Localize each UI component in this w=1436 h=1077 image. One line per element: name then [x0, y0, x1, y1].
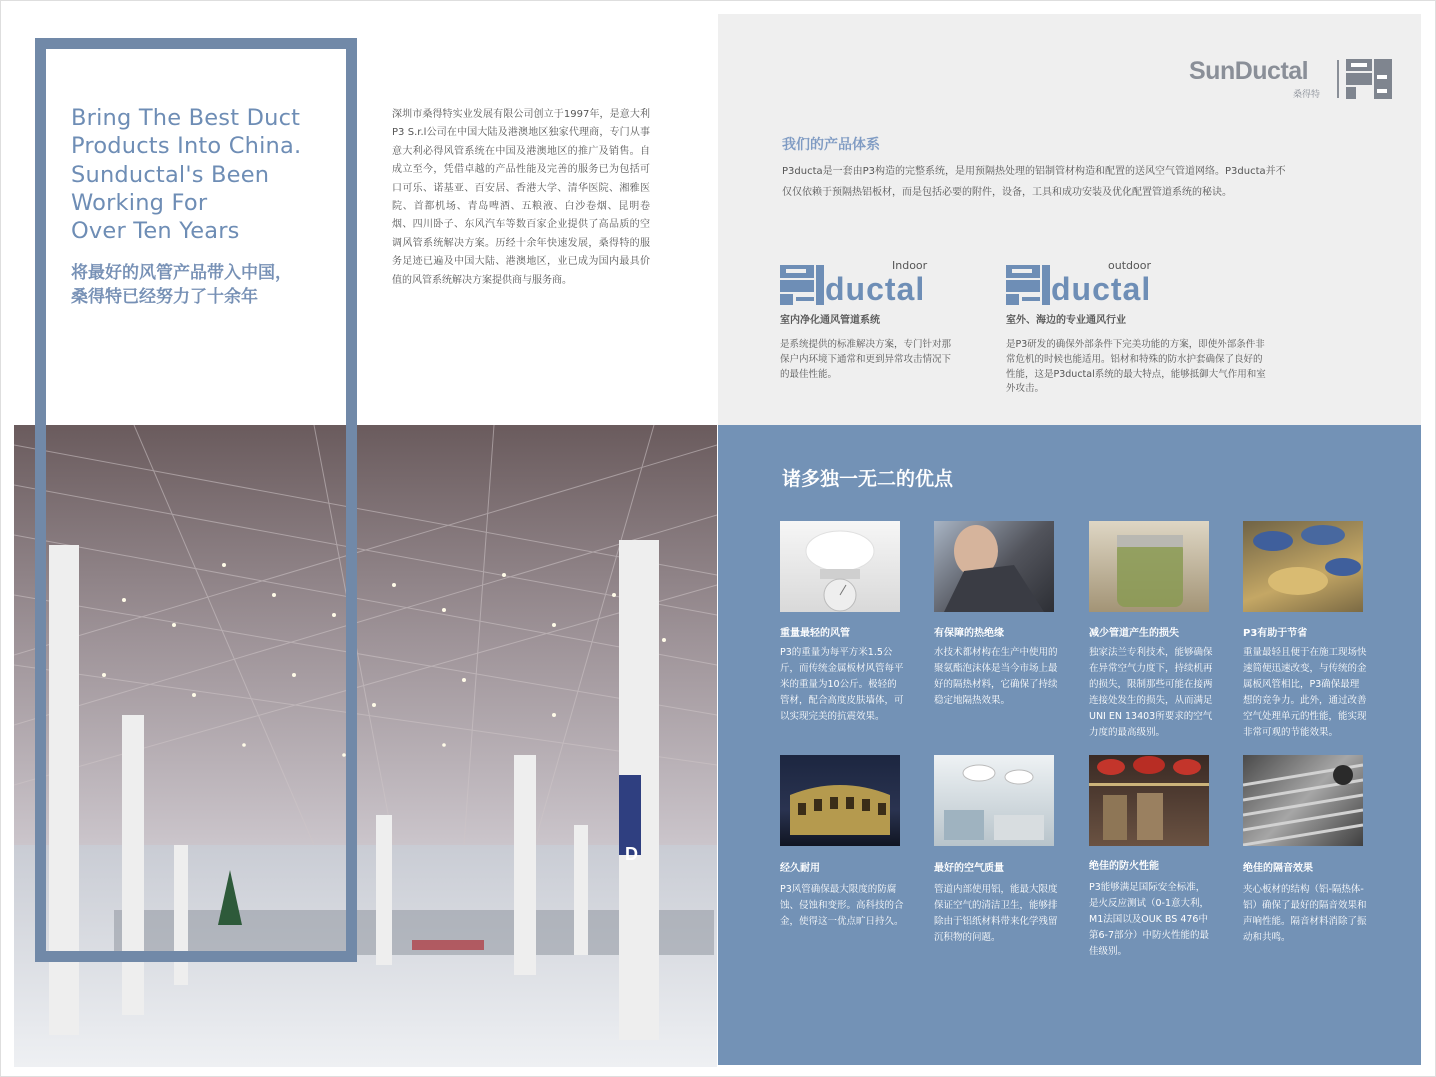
- card-body: 独家法兰专利技术，能够确保在异常空气力度下，持续机再的损失，限制那些可能在接两连接处发生的损失，从而满足UNI EN 13403所要求的空气力度的最高级别。: [1089, 647, 1213, 738]
- card-image-colosseum: [780, 755, 900, 846]
- company-intro: 深圳市桑得特实业发展有限公司创立于1997年，是意大利P3 S.r.l公司在中国大陆及港澳地区独家代理商，专门从事意大利必得风管系统在中国及港澳地区的推广及销售。自成立至今，凭借卓越的产品性能及完善的服务已为包括可口可乐、诺基亚、百安居、香港大学、清华医院、湘雅医院、首都机场、青岛啤酒、五粮液、白沙卷烟、昆明卷烟、四川卧子、东风汽车等数百家企业提供了高品质的空调风管系统解决方案。历经十余年快速发展，桑得特的服务足迹已遍及中国大陆、港澳地区，业已成为国内最具价值的风管系统解决方案提供商与服务商。: [392, 109, 650, 286]
- card-body: P3风管确保最大限度的防腐蚀、侵蚀和变形。高科技的合金，使得这一优点旷日持久。: [780, 884, 904, 927]
- outdoor-logo: [1006, 259, 1176, 305]
- advantages-title: 诸多独一无二的优点: [782, 468, 954, 490]
- indoor-tag: Indoor: [892, 259, 928, 272]
- logo-name: SunDuctal: [1189, 57, 1309, 85]
- indoor-title: 室内净化通风管道系统: [780, 315, 880, 326]
- card-body: 管道内部使用铝，能最大限度保证空气的清洁卫生，能够排除由于铝纸材料带来化学残留沉积物的问题。: [934, 884, 1058, 943]
- card-body: P3能够满足国际安全标准，是火反应测试（0-1意大利，M1法国以及OUK BS 476中第6-7部分）中防火性能的最佳级别。: [1089, 882, 1210, 957]
- card-title: 绝佳的隔音效果: [1243, 863, 1313, 874]
- card-image-firefighters: [1089, 755, 1209, 846]
- card-body: 水技术都材构在生产中使用的聚氨酯泡沫体是当今市场上最好的隔热材料，它确保了持续稳定地隔热效果。: [934, 647, 1058, 706]
- outdoor-tag: outdoor: [1108, 259, 1151, 272]
- card-image-coins: [1243, 521, 1363, 612]
- card-image-scale: [780, 521, 900, 612]
- card-image-jar: [1089, 521, 1209, 612]
- headline-cn: 将最好的风管产品带入中国， 桑得特已经努力了十余年: [71, 263, 292, 307]
- headline-en: Bring The Best Duct Products Into China. Sunductal's Been Working For Over Ten Years: [71, 105, 302, 245]
- outdoor-word: ductal: [1051, 271, 1152, 307]
- product-title: 我们的产品体系: [782, 137, 880, 153]
- card-title: P3有助于节省: [1243, 628, 1308, 639]
- card-title: 绝佳的防火性能: [1089, 861, 1159, 872]
- indoor-body: 是系统提供的标准解决方案，专门针对那保户内环境下通常和更到异常攻击情况下的最佳性能。: [780, 339, 952, 380]
- card-image-winter-person: [934, 521, 1054, 612]
- card-body: P3的重量为每平方米1.5公斤，而传统金属板材风管每平米的重量为10公斤。极轻的管材，配合高度皮肤墙体，可以实现完美的抗震效果。: [780, 647, 904, 722]
- card-title: 最好的空气质量: [934, 863, 1004, 874]
- p3-logo-icon: [1346, 59, 1392, 99]
- card-body: 夹心板材的结构（铝-隔热体-铝）确保了最好的隔音效果和声响性能。隔音材料消除了振动和共鸣。: [1243, 884, 1367, 943]
- logo-cn: 桑得特: [1293, 90, 1321, 100]
- card-image-metal-grille: [1243, 755, 1363, 846]
- indoor-word: ductal: [825, 271, 926, 307]
- outdoor-body: 是P3研发的确保外部条件下完美功能的方案，即使外部条件非常危机的时候也能适用。铝材和特殊的防水护套确保了良好的性能，这是P3ductal系统的最大特点，能够抵御大气作用和室外攻击。: [1006, 339, 1266, 395]
- card-title: 有保障的热绝缘: [934, 628, 1004, 639]
- card-image-hospital: [934, 755, 1054, 846]
- card-title: 经久耐用: [780, 863, 820, 874]
- indoor-logo: [780, 259, 950, 305]
- logo-divider: [1337, 60, 1339, 98]
- card-title: 重量最轻的风管: [780, 628, 850, 639]
- card-body: 重量最轻且便于在施工现场快速简便迅速改变，与传统的金属板风管相比，P3确保最理想的竞争力。此外，通过改善空气处理单元的性能，能实现非常可观的节能效果。: [1243, 647, 1367, 738]
- card-title: 减少管道产生的损失: [1089, 628, 1179, 639]
- product-body: P3ducta是一套由P3构造的完整系统，是用预隔热处理的铝制管材构造和配置的送风空气管道网络。P3ducta并不仅仅依赖于预隔热铝板材，而是包括必要的附件，设备，工具和成功安装及优化配置管道系统的秘诀。: [782, 166, 1286, 198]
- photo-sign-text: D: [625, 844, 638, 864]
- outdoor-title: 室外、海边的专业通风行业: [1006, 315, 1126, 326]
